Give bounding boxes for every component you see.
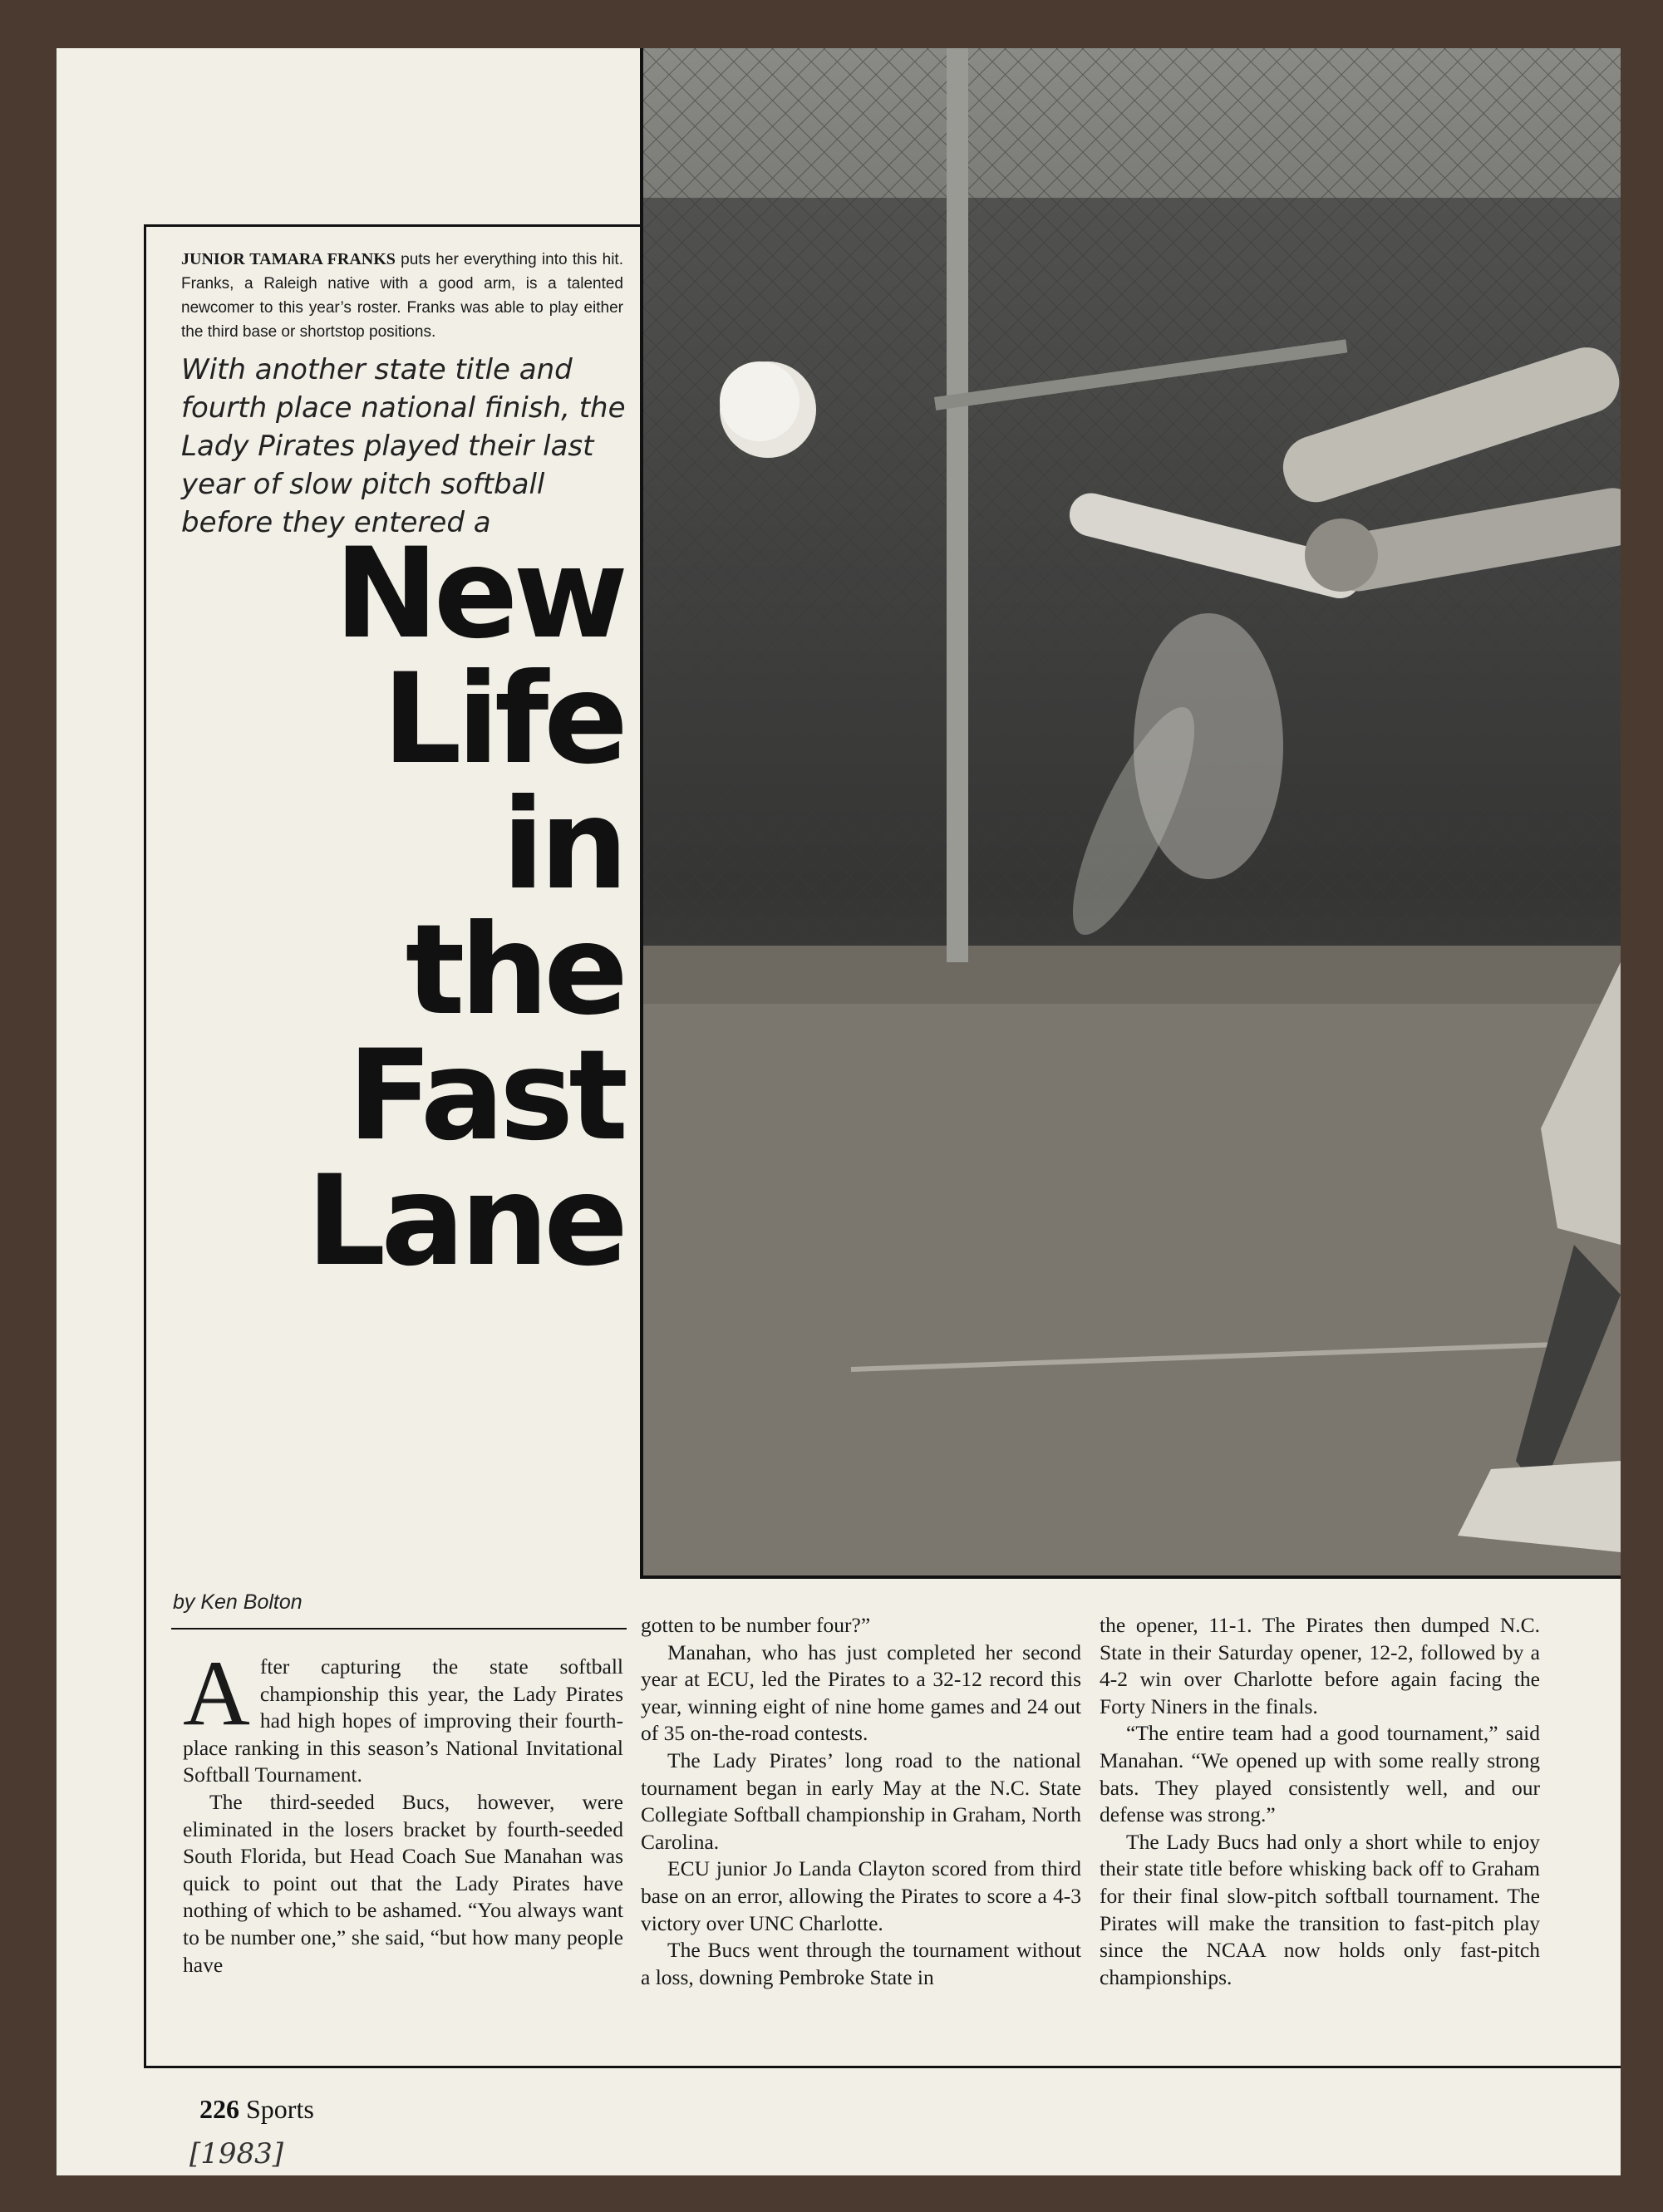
article-paragraph: gotten to be number four?” [641, 1613, 871, 1637]
article-paragraph: The Bucs went through the tournament without a loss, downing Pembroke State in [641, 1938, 1081, 1989]
headline-word: Lane [306, 1149, 623, 1294]
softball-batter-photo [643, 48, 1621, 1577]
byline: by Ken Bolton [173, 1590, 303, 1614]
headline-word: the [405, 898, 623, 1043]
article-column-2 [641, 1612, 1081, 1991]
page-folio [199, 2094, 314, 2125]
drop-cap: A [183, 1642, 250, 1745]
article-box-bottom-rule [144, 2066, 1621, 2068]
article-paragraph: The Lady Pirates’ long road to the national tournament began in early May at the N.C. State Collegiate Softball championship in Graham, North Carolina. [641, 1747, 1081, 1854]
article-column-3 [1100, 1612, 1540, 1991]
caption-text: puts her everything into this hit. Franks, a Raleigh native with a good arm, is a talented newcomer to this year’s roster. Franks was able to play either the third base or shortstop positions. [181, 251, 623, 341]
article-paragraph: “The entire team had a good tournament,” said Manahan. “We opened up with some really strong bats. They played consistently well, and our defense was strong.” [1100, 1721, 1540, 1827]
handwritten-year-note: [1983] [189, 2137, 284, 2170]
article-paragraph: The Lady Bucs had only a short while to enjoy their state title before whisking back off to Graham for their final slow-pitch softball tournament. The Pirates will make the transition to fast-pitch play since the NCAA now holds only fast-pitch championships. [1100, 1829, 1540, 1989]
article-headline [173, 522, 623, 1294]
headline-word: Fast [347, 1024, 623, 1168]
article-paragraph: The third-seeded Bucs, however, were eliminated in the losers bracket by fourth-seeded South Florida, but Head Coach Sue Manahan was quick to point out that the Lady Pirates have nothing of which to be ashamed. “You always want to be number one,” she said, “but how many people have [183, 1789, 623, 1977]
headline-word: Life [382, 647, 623, 792]
headline-word: New [334, 522, 623, 666]
article-paragraph: After capturing the state softball championship this year, the Lady Pirates had high hopes of improving their fourth-place ranking in this season’s National Invitational Softball Tournament. [183, 1642, 623, 1787]
article-dek: With another state title and fourth place national finish, the Lady Pirates played their last year of slow pitch softball before they entered a [181, 353, 626, 539]
photo-border-left [640, 48, 643, 1579]
article-paragraph: Manahan, who has just completed her second year at ECU, led the Pirates to a 32-12 record this year, winning eight of nine home games and 24 out of 35 on-the-road contests. [641, 1639, 1081, 1746]
article-paragraph: the opener, 11-1. The Pirates then dumped N.C. State in their Saturday opener, 12-2, followed by a 4-2 win over Charlotte before again facing the Forty Niners in the finals. [1100, 1613, 1540, 1718]
article-box-left-rule [144, 224, 146, 2067]
photo-caption [181, 248, 623, 344]
article-paragraph: ECU junior Jo Landa Clayton scored from third base on an error, allowing the Pirates to score a 4-3 victory over UNC Charlotte. [641, 1856, 1081, 1935]
photo-border-bottom [640, 1575, 1621, 1579]
section-name: Sports [246, 2094, 314, 2124]
headline-word: in [501, 773, 623, 917]
page-number: 226 [199, 2094, 239, 2124]
article-box-top-rule [144, 224, 642, 227]
caption-lead: JUNIOR TAMARA FRANKS [181, 250, 396, 268]
byline-rule [171, 1628, 627, 1630]
yearbook-page [57, 48, 1621, 2175]
article-column-1 [183, 1642, 623, 1979]
